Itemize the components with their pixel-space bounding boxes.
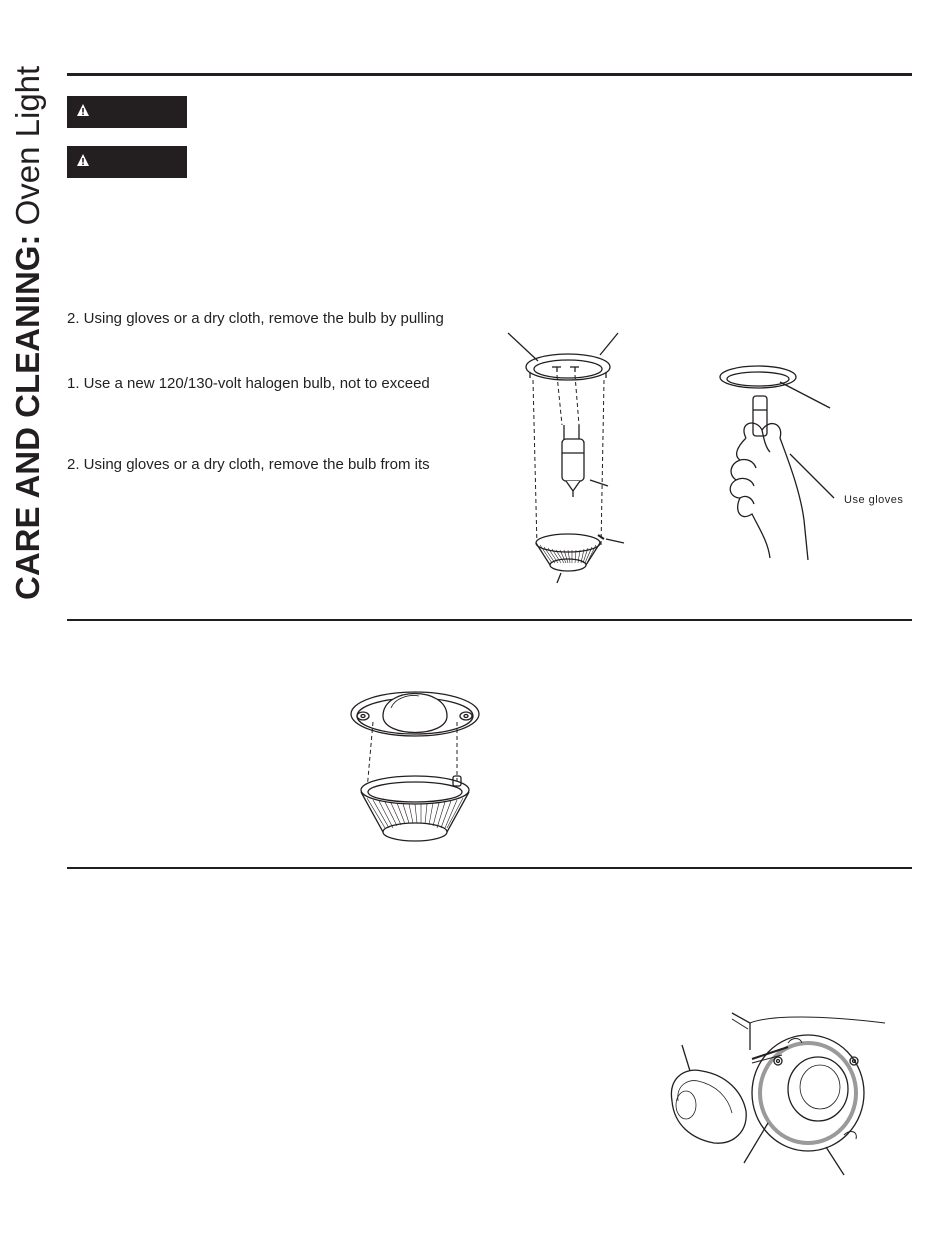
step-remove-bulb-pulling: 2. Using gloves or a dry cloth, remove the bulb by pulling	[67, 310, 444, 327]
gloved-hand-illustration	[700, 360, 915, 565]
section-title-bold: CARE AND CLEANING:	[9, 234, 46, 600]
section-rule-middle	[67, 619, 912, 621]
section-title	[6, 0, 50, 600]
section-rule-top	[67, 73, 912, 76]
section-rule-bottom	[67, 867, 912, 869]
warning-triangle-icon	[76, 103, 90, 117]
warning-badge	[67, 96, 187, 128]
oven-light-cover-illustration	[660, 1005, 895, 1185]
caution-badge	[67, 146, 187, 178]
step-remove-bulb-socket: 2. Using gloves or a dry cloth, remove the bulb from its	[67, 456, 430, 473]
dome-cover-illustration	[345, 680, 485, 850]
warning-triangle-icon	[76, 153, 90, 167]
step-new-halogen-bulb: 1. Use a new 120/130-volt halogen bulb, not to exceed	[67, 375, 430, 392]
halogen-assembly-illustration	[500, 325, 660, 595]
section-title-light: Oven Light	[9, 65, 46, 235]
gloves-label: Use gloves	[844, 494, 904, 506]
